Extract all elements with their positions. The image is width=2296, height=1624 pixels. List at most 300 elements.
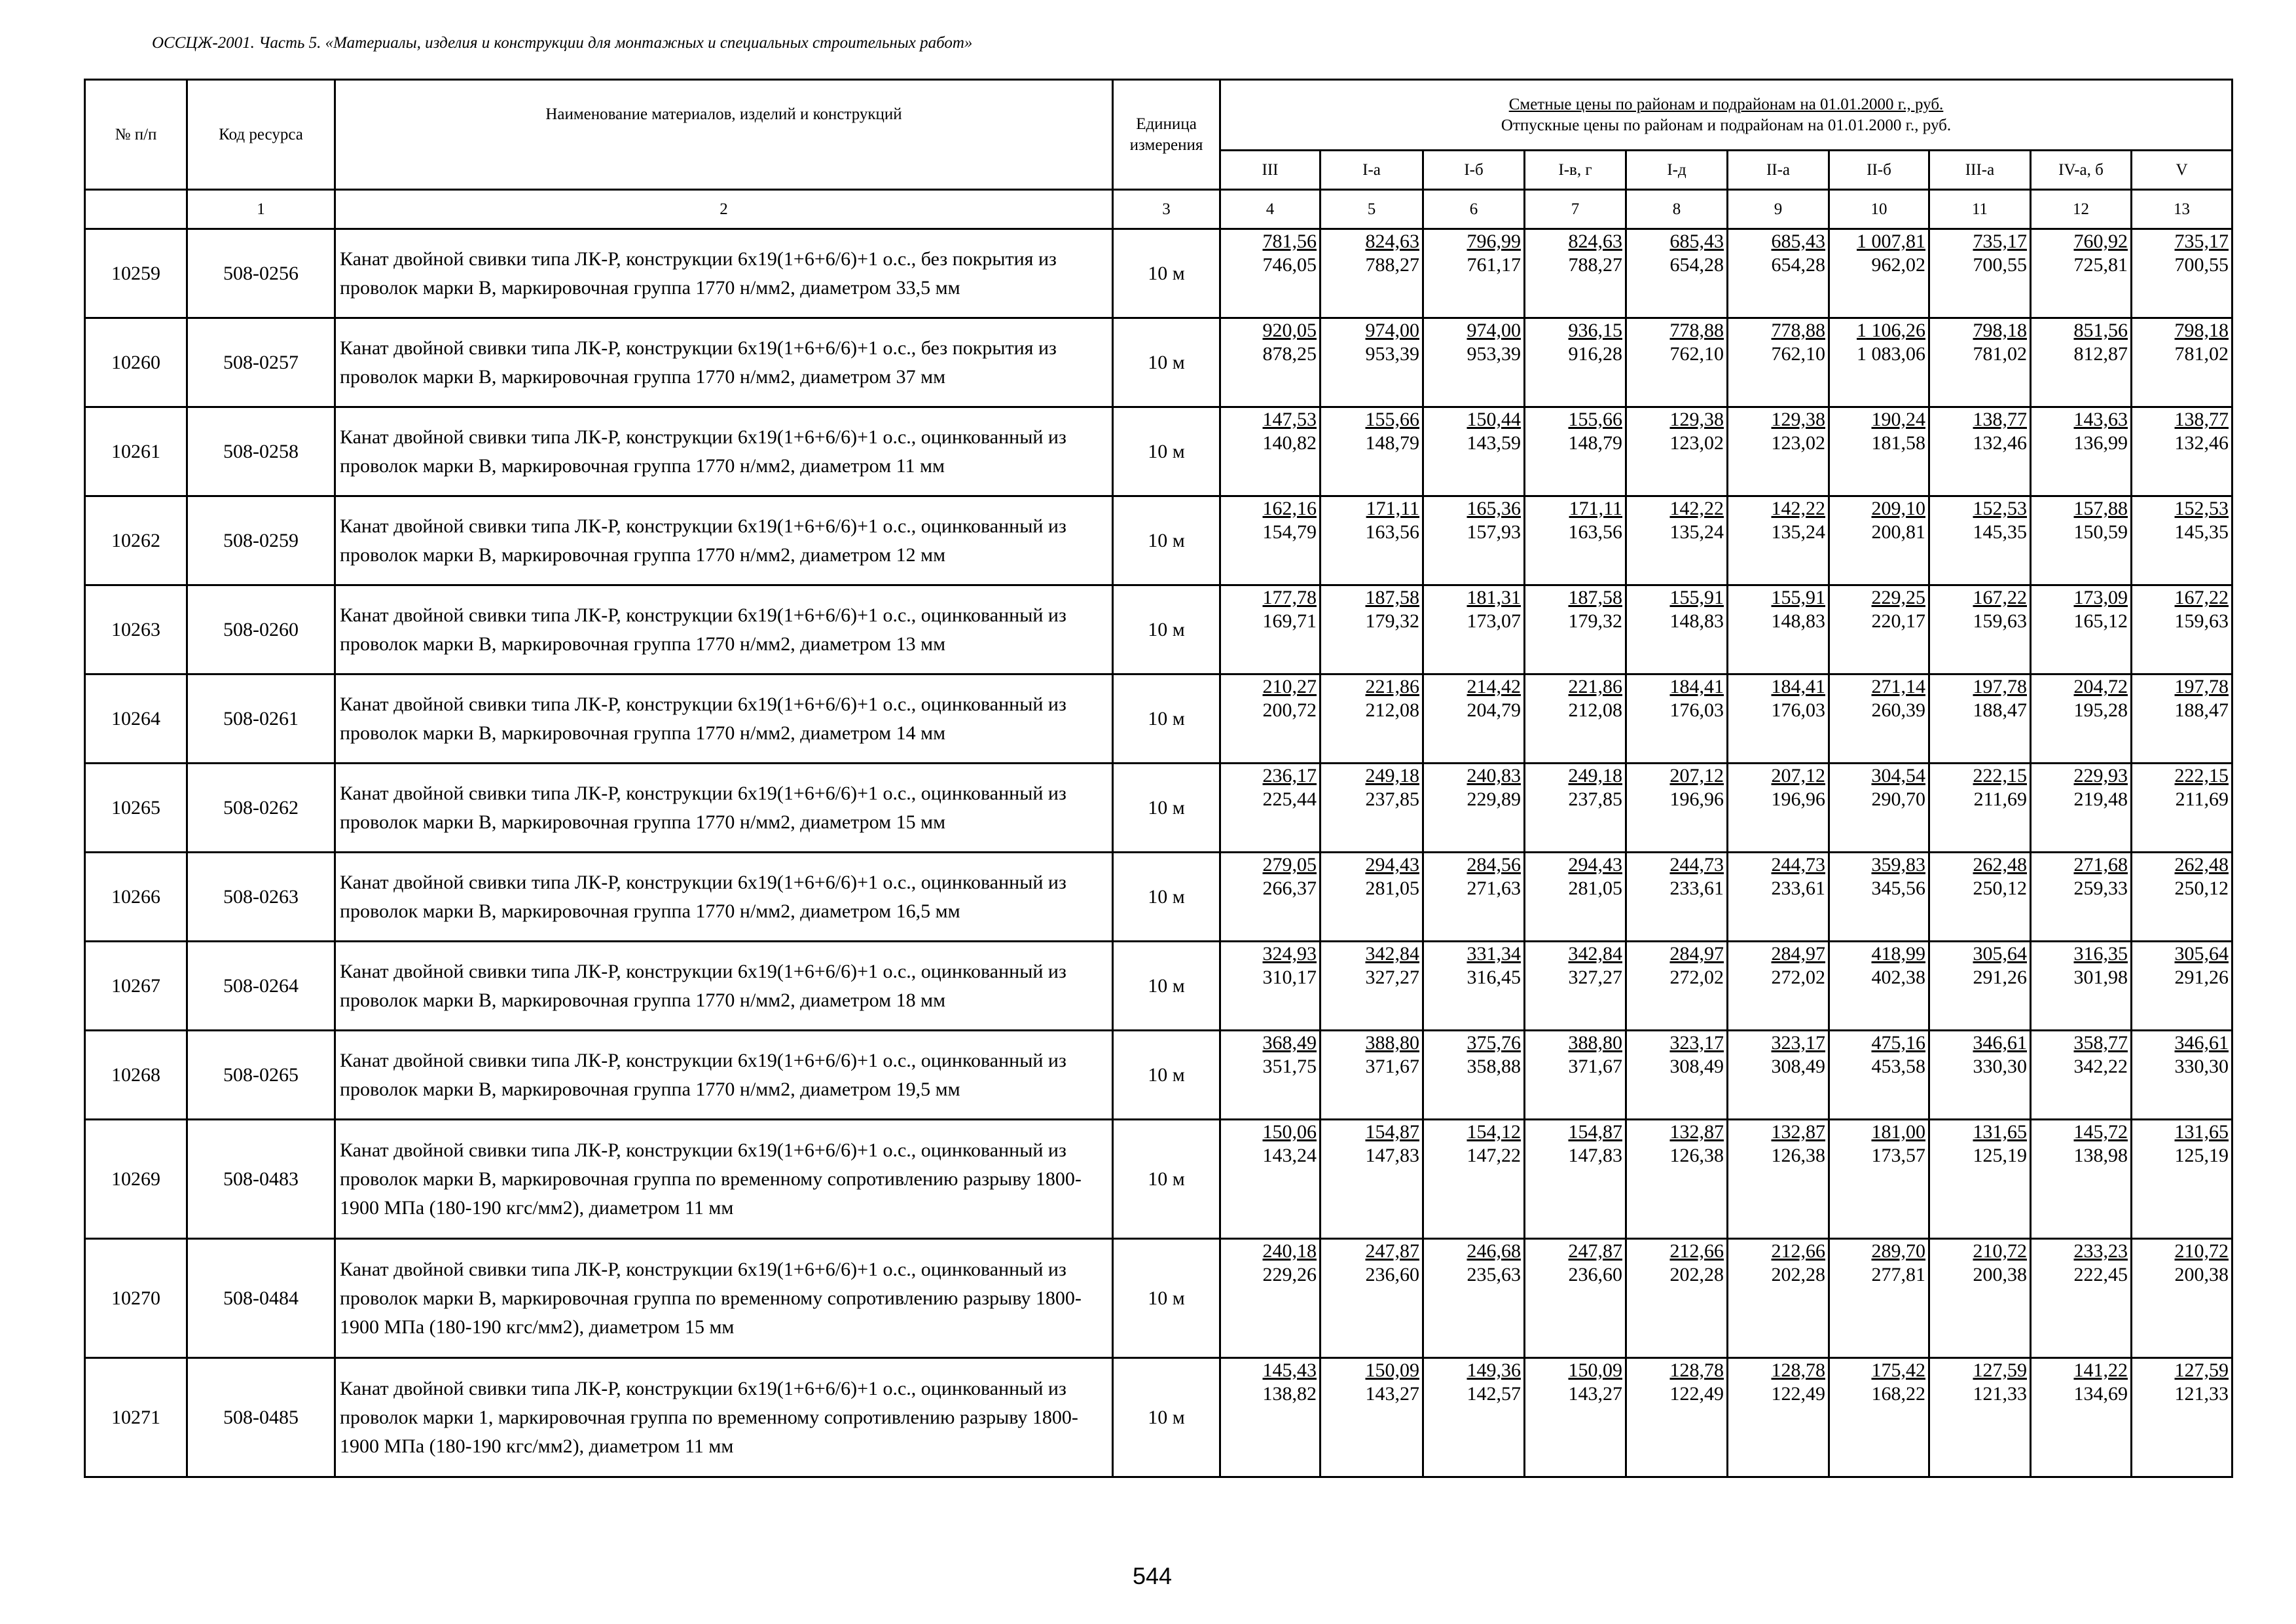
release-price: 762,10 xyxy=(1771,343,1825,365)
price-cell xyxy=(1525,585,1626,674)
price-cell xyxy=(2132,318,2232,407)
estimate-price: 127,59 xyxy=(2174,1359,2229,1381)
estimate-price: 418,99 xyxy=(1871,943,1925,965)
release-price: 132,46 xyxy=(2174,432,2229,454)
release-price: 788,27 xyxy=(1568,254,1622,276)
price-cell xyxy=(1321,407,1423,496)
price-cell xyxy=(2132,1239,2232,1358)
unit-of-measure: 10 м xyxy=(1113,1120,1220,1239)
release-price: 159,63 xyxy=(2174,610,2229,632)
price-cell xyxy=(1220,585,1321,674)
resource-code: 508-0260 xyxy=(187,585,335,674)
estimate-price: 324,93 xyxy=(1262,943,1317,965)
resource-code: 508-0257 xyxy=(187,318,335,407)
price-cell xyxy=(1321,318,1423,407)
header-region: I-б xyxy=(1423,151,1525,190)
release-price: 266,37 xyxy=(1262,877,1317,899)
release-price: 271,63 xyxy=(1467,877,1521,899)
price-cell xyxy=(1929,318,2031,407)
price-cell xyxy=(1423,942,1525,1031)
material-name: Канат двойной свивки типа ЛК-Р, конструкции 6х19(1+6+6/6)+1 о.с., оцинкованный из проволок марки В, маркировочная группа 1770 н/мм2, диаметром 14 мм xyxy=(335,674,1113,764)
release-price: 134,69 xyxy=(2073,1383,2128,1405)
estimate-price: 346,61 xyxy=(1973,1032,2027,1054)
estimate-price: 781,56 xyxy=(1262,231,1317,252)
resource-code: 508-0264 xyxy=(187,942,335,1031)
price-cell xyxy=(1423,585,1525,674)
header-region: II-б xyxy=(1829,151,1929,190)
estimate-price: 128,78 xyxy=(1771,1359,1825,1381)
price-cell xyxy=(2132,1031,2232,1120)
estimate-price: 247,87 xyxy=(1365,1240,1419,1262)
release-price: 1 083,06 xyxy=(1857,343,1925,365)
estimate-price: 735,17 xyxy=(1973,231,2027,252)
estimate-price: 685,43 xyxy=(1771,231,1825,252)
release-price: 143,27 xyxy=(1365,1383,1419,1405)
resource-code: 508-0258 xyxy=(187,407,335,496)
price-cell xyxy=(1626,1358,1728,1477)
estimate-price: 358,77 xyxy=(2073,1032,2128,1054)
row-number: 10260 xyxy=(85,318,187,407)
row-number: 10271 xyxy=(85,1358,187,1477)
price-cell xyxy=(2132,764,2232,853)
estimate-price: 197,78 xyxy=(1973,676,2027,697)
estimate-price: 128,78 xyxy=(1669,1359,1724,1381)
release-price: 148,83 xyxy=(1771,610,1825,632)
release-price: 138,98 xyxy=(2073,1145,2128,1166)
price-cell xyxy=(1929,1239,2031,1358)
price-cell xyxy=(1220,674,1321,764)
page-number: 544 xyxy=(1133,1562,1173,1589)
price-cell xyxy=(2132,585,2232,674)
price-cell xyxy=(1626,496,1728,585)
price-cell xyxy=(2132,853,2232,942)
column-number: 8 xyxy=(1626,190,1728,229)
estimate-price: 150,09 xyxy=(1568,1359,1622,1381)
price-cell xyxy=(1728,942,1829,1031)
unit-of-measure: 10 м xyxy=(1113,585,1220,674)
release-price: 250,12 xyxy=(2174,877,2229,899)
release-price: 169,71 xyxy=(1262,610,1317,632)
unit-of-measure: 10 м xyxy=(1113,318,1220,407)
estimate-price: 920,05 xyxy=(1262,320,1317,341)
release-price: 700,55 xyxy=(2174,254,2229,276)
release-price: 878,25 xyxy=(1262,343,1317,365)
estimate-price: 375,76 xyxy=(1467,1032,1521,1054)
estimate-price: 142,22 xyxy=(1771,498,1825,519)
release-price: 195,28 xyxy=(2073,699,2128,721)
column-number: 1 xyxy=(187,190,335,229)
material-name: Канат двойной свивки типа ЛК-Р, конструкции 6х19(1+6+6/6)+1 о.с., оцинкованный из проволок марки В, маркировочная группа 1770 н/мм2, диаметром 15 мм xyxy=(335,764,1113,853)
release-price: 290,70 xyxy=(1871,788,1925,810)
header-region: III xyxy=(1220,151,1321,190)
estimate-price: 685,43 xyxy=(1669,231,1724,252)
material-name: Канат двойной свивки типа ЛК-Р, конструкции 6х19(1+6+6/6)+1 о.с., оцинкованный из проволок марки 1, маркировочная группа по временному сопротивлению разрыву 1800-1900 МПа (180-190 кгс/мм2), диаметром 11 мм xyxy=(335,1358,1113,1477)
estimate-price: 150,44 xyxy=(1467,409,1521,430)
price-cell xyxy=(1626,853,1728,942)
estimate-price: 167,22 xyxy=(2174,587,2229,608)
material-name: Канат двойной свивки типа ЛК-Р, конструкции 6х19(1+6+6/6)+1 о.с., оцинкованный из проволок марки В, маркировочная группа по временному сопротивлению разрыву 1800-1900 МПа (180-190 кгс/мм2), диаметром 11 мм xyxy=(335,1120,1113,1239)
price-cell xyxy=(1423,318,1525,407)
price-cell xyxy=(1220,496,1321,585)
estimate-price: 388,80 xyxy=(1568,1032,1622,1054)
release-price: 188,47 xyxy=(2174,699,2229,721)
price-cell xyxy=(1626,1031,1728,1120)
release-price: 272,02 xyxy=(1669,967,1724,988)
release-price: 351,75 xyxy=(1262,1056,1317,1077)
row-number: 10261 xyxy=(85,407,187,496)
price-cell xyxy=(2132,1358,2232,1477)
estimate-price: 131,65 xyxy=(1973,1121,2027,1143)
resource-code: 508-0483 xyxy=(187,1120,335,1239)
resource-code: 508-0256 xyxy=(187,229,335,318)
column-number-blank xyxy=(85,190,187,229)
unit-of-measure: 10 м xyxy=(1113,942,1220,1031)
unit-of-measure: 10 м xyxy=(1113,1239,1220,1358)
estimate-price: 359,83 xyxy=(1871,854,1925,876)
price-cell xyxy=(1525,1031,1626,1120)
estimate-price: 190,24 xyxy=(1871,409,1925,430)
release-price: 291,26 xyxy=(1973,967,2027,988)
row-number: 10267 xyxy=(85,942,187,1031)
price-cell xyxy=(1829,318,1929,407)
price-cell xyxy=(1626,585,1728,674)
price-cell xyxy=(1525,229,1626,318)
estimate-price: 152,53 xyxy=(2174,498,2229,519)
release-price: 168,22 xyxy=(1871,1383,1925,1405)
release-price: 121,33 xyxy=(2174,1383,2229,1405)
estimate-price: 284,56 xyxy=(1467,854,1521,876)
release-price: 123,02 xyxy=(1771,432,1825,454)
release-price: 260,39 xyxy=(1871,699,1925,721)
release-price: 962,02 xyxy=(1871,254,1925,276)
estimate-price: 145,43 xyxy=(1262,1359,1317,1381)
price-cell xyxy=(1525,1358,1626,1477)
price-cell xyxy=(2031,1120,2132,1239)
column-number: 13 xyxy=(2132,190,2232,229)
release-price: 236,60 xyxy=(1365,1264,1419,1285)
release-price: 211,69 xyxy=(2175,788,2229,810)
estimate-price: 262,48 xyxy=(2174,854,2229,876)
release-price: 233,61 xyxy=(1771,877,1825,899)
release-price: 259,33 xyxy=(2073,877,2128,899)
release-price: 140,82 xyxy=(1262,432,1317,454)
estimate-price: 331,34 xyxy=(1467,943,1521,965)
release-price: 135,24 xyxy=(1669,521,1724,543)
release-price: 220,17 xyxy=(1871,610,1925,632)
price-cell xyxy=(1829,407,1929,496)
material-name: Канат двойной свивки типа ЛК-Р, конструкции 6х19(1+6+6/6)+1 о.с., оцинкованный из проволок марки В, маркировочная группа 1770 н/мм2, диаметром 12 мм xyxy=(335,496,1113,585)
price-cell xyxy=(1626,229,1728,318)
release-price: 327,27 xyxy=(1365,967,1419,988)
estimate-price: 236,17 xyxy=(1262,765,1317,786)
release-price: 746,05 xyxy=(1262,254,1317,276)
release-price: 148,79 xyxy=(1568,432,1622,454)
price-cell xyxy=(1423,764,1525,853)
column-number: 7 xyxy=(1525,190,1626,229)
price-cell xyxy=(1929,407,2031,496)
estimate-price: 132,87 xyxy=(1669,1121,1724,1143)
release-price: 159,63 xyxy=(1973,610,2027,632)
price-cell xyxy=(1321,496,1423,585)
row-number: 10263 xyxy=(85,585,187,674)
release-price: 196,96 xyxy=(1771,788,1825,810)
price-cell xyxy=(1728,674,1829,764)
price-cell xyxy=(2132,674,2232,764)
release-price: 812,87 xyxy=(2073,343,2128,365)
estimate-price: 142,22 xyxy=(1669,498,1724,519)
release-price: 308,49 xyxy=(1669,1056,1724,1077)
table-row xyxy=(85,674,2232,764)
estimate-price: 294,43 xyxy=(1365,854,1419,876)
price-cell xyxy=(1220,1358,1321,1477)
estimate-price: 388,80 xyxy=(1365,1032,1419,1054)
release-price: 200,38 xyxy=(1973,1264,2027,1285)
estimate-price: 974,00 xyxy=(1365,320,1419,341)
price-cell xyxy=(2031,764,2132,853)
estimate-price: 475,16 xyxy=(1871,1032,1925,1054)
estimate-price: 244,73 xyxy=(1669,854,1724,876)
release-price: 330,30 xyxy=(2174,1056,2229,1077)
material-name: Канат двойной свивки типа ЛК-Р, конструкции 6х19(1+6+6/6)+1 о.с., оцинкованный из проволок марки В, маркировочная группа 1770 н/мм2, диаметром 11 мм xyxy=(335,407,1113,496)
release-price: 143,27 xyxy=(1568,1383,1622,1405)
estimate-price: 155,91 xyxy=(1669,587,1724,608)
release-price: 202,28 xyxy=(1669,1264,1724,1285)
release-price: 301,98 xyxy=(2073,967,2128,988)
price-cell xyxy=(1423,1031,1525,1120)
estimate-price: 150,06 xyxy=(1262,1121,1317,1143)
release-price: 163,56 xyxy=(1365,521,1419,543)
price-cell xyxy=(1525,1239,1626,1358)
price-cell xyxy=(1626,318,1728,407)
release-price: 237,85 xyxy=(1568,788,1622,810)
estimate-price: 798,18 xyxy=(1973,320,2027,341)
estimate-price: 735,17 xyxy=(2174,231,2229,252)
estimate-price: 181,00 xyxy=(1871,1121,1925,1143)
release-price: 179,32 xyxy=(1365,610,1419,632)
release-price: 316,45 xyxy=(1467,967,1521,988)
release-price: 142,57 xyxy=(1467,1383,1521,1405)
estimate-price: 778,88 xyxy=(1669,320,1724,341)
estimate-price: 154,12 xyxy=(1467,1121,1521,1143)
release-price: 211,69 xyxy=(1973,788,2027,810)
price-cell xyxy=(1829,1358,1929,1477)
estimate-price: 184,41 xyxy=(1669,676,1724,697)
estimate-price: 316,35 xyxy=(2073,943,2128,965)
resource-code: 508-0484 xyxy=(187,1239,335,1358)
estimate-price: 138,77 xyxy=(1973,409,2027,430)
price-cell xyxy=(1321,1239,1423,1358)
column-number: 11 xyxy=(1929,190,2031,229)
release-price: 953,39 xyxy=(1467,343,1521,365)
estimate-price: 262,48 xyxy=(1973,854,2027,876)
estimate-price: 187,58 xyxy=(1568,587,1622,608)
estimate-price: 184,41 xyxy=(1771,676,1825,697)
release-price: 371,67 xyxy=(1568,1056,1622,1077)
price-cell xyxy=(1626,1239,1728,1358)
unit-of-measure: 10 м xyxy=(1113,229,1220,318)
material-name: Канат двойной свивки типа ЛК-Р, конструкции 6х19(1+6+6/6)+1 о.с., оцинкованный из проволок марки В, маркировочная группа 1770 н/мм2, диаметром 19,5 мм xyxy=(335,1031,1113,1120)
release-price: 125,19 xyxy=(2174,1145,2229,1166)
price-cell xyxy=(2031,585,2132,674)
estimate-price: 368,49 xyxy=(1262,1032,1317,1054)
price-cell xyxy=(2132,1120,2232,1239)
price-cell xyxy=(1728,496,1829,585)
estimate-price: 141,22 xyxy=(2073,1359,2128,1381)
release-price: 165,12 xyxy=(2073,610,2128,632)
release-price: 147,22 xyxy=(1467,1145,1521,1166)
estimate-price: 210,72 xyxy=(1973,1240,2027,1262)
estimate-price: 798,18 xyxy=(2174,320,2229,341)
price-cell xyxy=(2031,407,2132,496)
header-region: IV-а, б xyxy=(2031,151,2132,190)
price-table xyxy=(84,79,2233,1478)
price-cell xyxy=(1929,1358,2031,1477)
price-cell xyxy=(1626,1120,1728,1239)
prices-subtitle: Отпускные цены по районам и подрайонам на 01.01.2000 г., руб. xyxy=(1501,116,1952,134)
header-region: III-а xyxy=(1929,151,2031,190)
prices-title: Сметные цены по районам и подрайонам на 01.01.2000 г., руб. xyxy=(1508,95,1944,113)
resource-code: 508-0259 xyxy=(187,496,335,585)
release-price: 212,08 xyxy=(1568,699,1622,721)
price-cell xyxy=(1220,764,1321,853)
release-price: 222,45 xyxy=(2073,1264,2128,1285)
release-price: 176,03 xyxy=(1669,699,1724,721)
price-cell xyxy=(1220,318,1321,407)
estimate-price: 760,92 xyxy=(2073,231,2128,252)
release-price: 126,38 xyxy=(1771,1145,1825,1166)
estimate-price: 246,68 xyxy=(1467,1240,1521,1262)
release-price: 229,26 xyxy=(1262,1264,1317,1285)
release-price: 135,24 xyxy=(1771,521,1825,543)
price-cell xyxy=(1929,942,2031,1031)
estimate-price: 244,73 xyxy=(1771,854,1825,876)
row-number: 10265 xyxy=(85,764,187,853)
release-price: 310,17 xyxy=(1262,967,1317,988)
release-price: 204,79 xyxy=(1467,699,1521,721)
estimate-price: 294,43 xyxy=(1568,854,1622,876)
release-price: 196,96 xyxy=(1669,788,1724,810)
price-cell xyxy=(1423,853,1525,942)
price-cell xyxy=(1321,764,1423,853)
table-row xyxy=(85,229,2232,318)
header-region: I-д xyxy=(1626,151,1728,190)
estimate-price: 154,87 xyxy=(1568,1121,1622,1143)
release-price: 200,38 xyxy=(2174,1264,2229,1285)
column-number: 3 xyxy=(1113,190,1220,229)
estimate-price: 155,66 xyxy=(1365,409,1419,430)
release-price: 202,28 xyxy=(1771,1264,1825,1285)
release-price: 163,56 xyxy=(1568,521,1622,543)
unit-of-measure: 10 м xyxy=(1113,1031,1220,1120)
row-number: 10266 xyxy=(85,853,187,942)
price-cell xyxy=(2031,1031,2132,1120)
column-number: 6 xyxy=(1423,190,1525,229)
price-cell xyxy=(2031,853,2132,942)
price-cell xyxy=(2031,1358,2132,1477)
row-number: 10269 xyxy=(85,1120,187,1239)
estimate-price: 212,66 xyxy=(1669,1240,1724,1262)
release-price: 235,63 xyxy=(1467,1264,1521,1285)
header-prices xyxy=(1220,80,2232,151)
table-row xyxy=(85,496,2232,585)
estimate-price: 143,63 xyxy=(2073,409,2128,430)
release-price: 371,67 xyxy=(1365,1056,1419,1077)
price-cell xyxy=(1728,585,1829,674)
column-number: 9 xyxy=(1728,190,1829,229)
estimate-price: 222,15 xyxy=(2174,765,2229,786)
price-cell xyxy=(1626,407,1728,496)
estimate-price: 221,86 xyxy=(1568,676,1622,697)
release-price: 212,08 xyxy=(1365,699,1419,721)
estimate-price: 132,87 xyxy=(1771,1121,1825,1143)
estimate-price: 181,31 xyxy=(1467,587,1521,608)
price-cell xyxy=(1220,407,1321,496)
row-number: 10262 xyxy=(85,496,187,585)
resource-code: 508-0485 xyxy=(187,1358,335,1477)
estimate-price: 305,64 xyxy=(2174,943,2229,965)
release-price: 308,49 xyxy=(1771,1056,1825,1077)
release-price: 126,38 xyxy=(1669,1145,1724,1166)
price-cell xyxy=(1525,942,1626,1031)
release-price: 654,28 xyxy=(1669,254,1724,276)
price-cell xyxy=(2132,942,2232,1031)
price-cell xyxy=(1728,1120,1829,1239)
release-price: 725,81 xyxy=(2073,254,2128,276)
price-cell xyxy=(1220,229,1321,318)
release-price: 121,33 xyxy=(1973,1383,2027,1405)
price-cell xyxy=(1829,229,1929,318)
estimate-price: 279,05 xyxy=(1262,854,1317,876)
price-cell xyxy=(1829,942,1929,1031)
estimate-price: 284,97 xyxy=(1771,943,1825,965)
estimate-price: 284,97 xyxy=(1669,943,1724,965)
estimate-price: 247,87 xyxy=(1568,1240,1622,1262)
release-price: 200,72 xyxy=(1262,699,1317,721)
estimate-price: 778,88 xyxy=(1771,320,1825,341)
table-row xyxy=(85,942,2232,1031)
unit-of-measure: 10 м xyxy=(1113,1358,1220,1477)
estimate-price: 155,91 xyxy=(1771,587,1825,608)
estimate-price: 271,14 xyxy=(1871,676,1925,697)
estimate-price: 240,83 xyxy=(1467,765,1521,786)
table-row xyxy=(85,318,2232,407)
estimate-price: 212,66 xyxy=(1771,1240,1825,1262)
price-cell xyxy=(1626,764,1728,853)
price-cell xyxy=(1321,585,1423,674)
release-price: 157,93 xyxy=(1467,521,1521,543)
price-cell xyxy=(1929,1120,2031,1239)
release-price: 173,57 xyxy=(1871,1145,1925,1166)
release-price: 236,60 xyxy=(1568,1264,1622,1285)
price-cell xyxy=(1220,1120,1321,1239)
row-number: 10264 xyxy=(85,674,187,764)
estimate-price: 289,70 xyxy=(1871,1240,1925,1262)
estimate-price: 155,66 xyxy=(1568,409,1622,430)
estimate-price: 131,65 xyxy=(2174,1121,2229,1143)
estimate-price: 304,54 xyxy=(1871,765,1925,786)
estimate-price: 342,84 xyxy=(1365,943,1419,965)
price-cell xyxy=(2132,496,2232,585)
release-price: 145,35 xyxy=(2174,521,2229,543)
estimate-price: 974,00 xyxy=(1467,320,1521,341)
estimate-price: 171,11 xyxy=(1569,498,1622,519)
release-price: 453,58 xyxy=(1871,1056,1925,1077)
price-cell xyxy=(1321,853,1423,942)
estimate-price: 138,77 xyxy=(2174,409,2229,430)
table-row xyxy=(85,1358,2232,1477)
price-cell xyxy=(1423,1358,1525,1477)
release-price: 132,46 xyxy=(1973,432,2027,454)
